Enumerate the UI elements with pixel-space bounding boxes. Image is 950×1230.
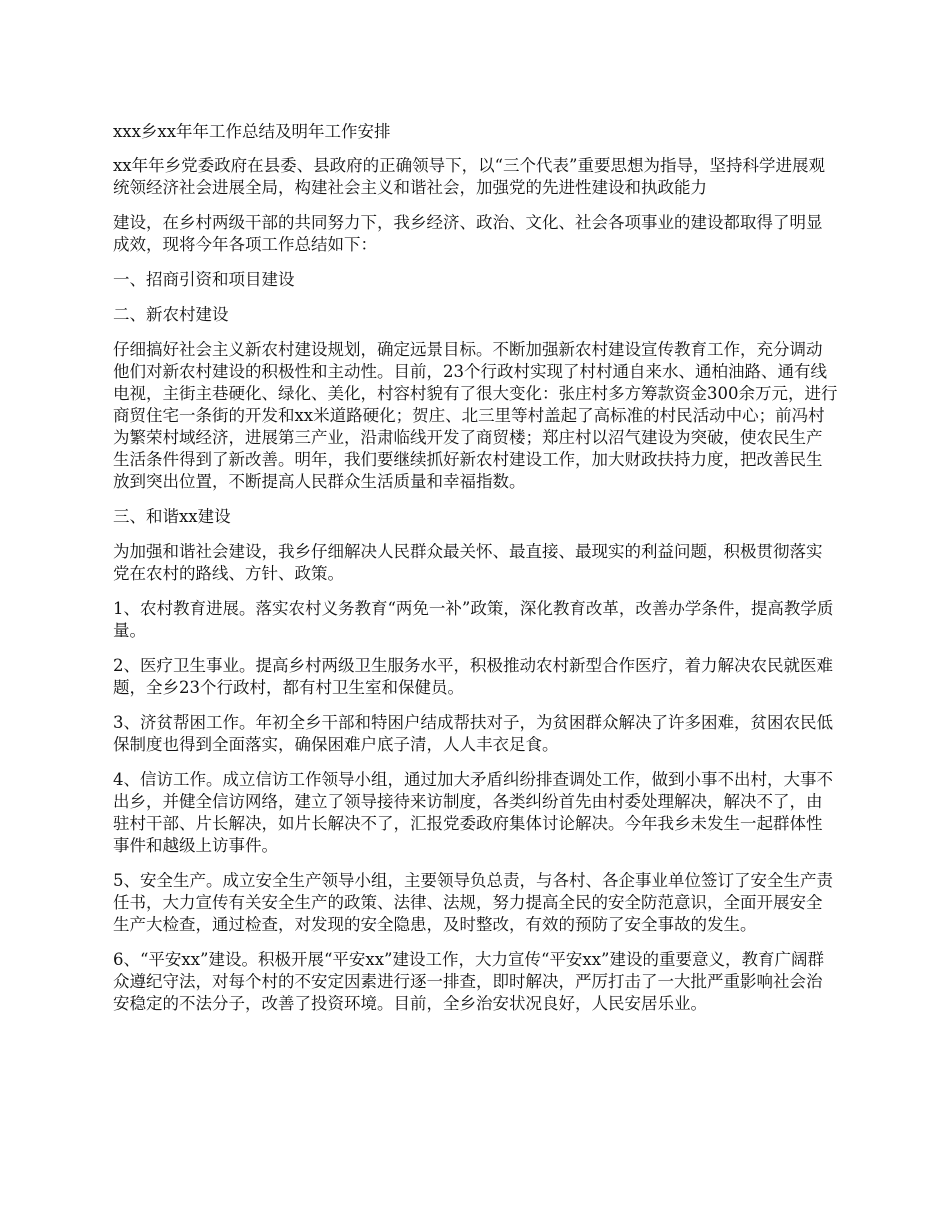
document-body xyxy=(113,121,838,1028)
list-item-public-security: 6、“平安xx”建设。积极开展“平安xx”建设工作，大力宣传“平安xx”建设的重要意义，教育广阔群众遵纪守法，对每个村的不安定因素进行逐一排查，即时解决，严厉打击了一大批严重影响社会治安稳定的不法分子，改善了投资环境。目前，全乡治安状况良好，人民安居乐业。 xyxy=(113,950,824,1013)
list-item-education: 1、农村教育进展。落实农村义务教育“两免一补”政策，深化教育改革，改善办学条件，提高教学质量。 xyxy=(113,599,834,640)
section-heading-harmony: 三、和谐xx建设 xyxy=(113,507,231,526)
intro-paragraph-2: 建设，在乡村两级干部的共同努力下，我乡经济、政治、文化、社会各项事业的建设都取得了明显成效，现将今年各项工作总结如下： xyxy=(113,213,823,254)
section-heading-new-countryside: 二、新农村建设 xyxy=(113,305,229,324)
intro-paragraph-1: xx年年乡党委政府在县委、县政府的正确领导下，以“三个代表”重要思想为指导，坚持科学进展观统领经济社会进展全局，构建社会主义和谐社会，加强党的先进性建设和执政能力 xyxy=(113,156,825,197)
section-heading-investment: 一、招商引资和项目建设 xyxy=(113,270,295,289)
list-item-safety: 5、安全生产。成立安全生产领导小组，主要领导负总责，与各村、各企事业单位签订了安全生产责任书，大力宣传有关安全生产的政策、法律、法规，努力提高全民的安全防范意识，全面开展安全生产大检查，通过检查，对发现的安全隐患，及时整改，有效的预防了安全事故的发生。 xyxy=(113,871,833,934)
list-item-poverty-relief: 3、济贫帮困工作。年初全乡干部和特困户结成帮扶对子，为贫困群众解决了许多困难，贫困农民低保制度也得到全面落实，确保困难户底子清，人人丰衣足食。 xyxy=(113,713,833,754)
list-item-petitions: 4、信访工作。成立信访工作领导小组，通过加大矛盾纠纷排查调处工作，做到小事不出村，大事不出乡，并健全信访网络，建立了领导接待来访制度，各类纠纷首先由村委处理解决，解决不了，由驻村干部、片长解决，如片长解决不了，汇报党委政府集体讨论解决。今年我乡未发生一起群体性事件和越级上访事件。 xyxy=(113,770,833,855)
document-title: xxx乡xx年年工作总结及明年工作安排 xyxy=(113,122,391,141)
new-countryside-paragraph: 仔细搞好社会主义新农村建设规划，确定远景目标。不断加强新农村建设宣传教育工作，充分调动他们对新农村建设的积极性和主动性。目前，23个行政村实现了村村通自来水、通柏油路、通有线电视，主街主巷硬化、绿化、美化，村容村貌有了很大变化：张庄村多方筹款资金300余万元，进行商贸住宅一条街的开发和xx米道路硬化；贺庄、北三里等村盖起了高标准的村民活动中心；前冯村为繁荣村域经济，进展第三产业，沿肃临线开发了商贸楼；郑庄村以沼气建设为突破，使农民生产生活条件得到了新改善。明年，我们要继续抓好新农村建设工作，加大财政扶持力度，把改善民生放到突出位置，不断提高人民群众生活质量和幸福指数。 xyxy=(113,340,838,491)
list-item-healthcare: 2、医疗卫生事业。提高乡村两级卫生服务水平，积极推动农村新型合作医疗，着力解决农民就医难题，全乡23个行政村，都有村卫生室和保健员。 xyxy=(113,656,833,697)
harmony-intro-paragraph: 为加强和谐社会建设，我乡仔细解决人民群众最关怀、最直接、最现实的利益问题，积极贯彻落实党在农村的路线、方针、政策。 xyxy=(113,542,823,583)
